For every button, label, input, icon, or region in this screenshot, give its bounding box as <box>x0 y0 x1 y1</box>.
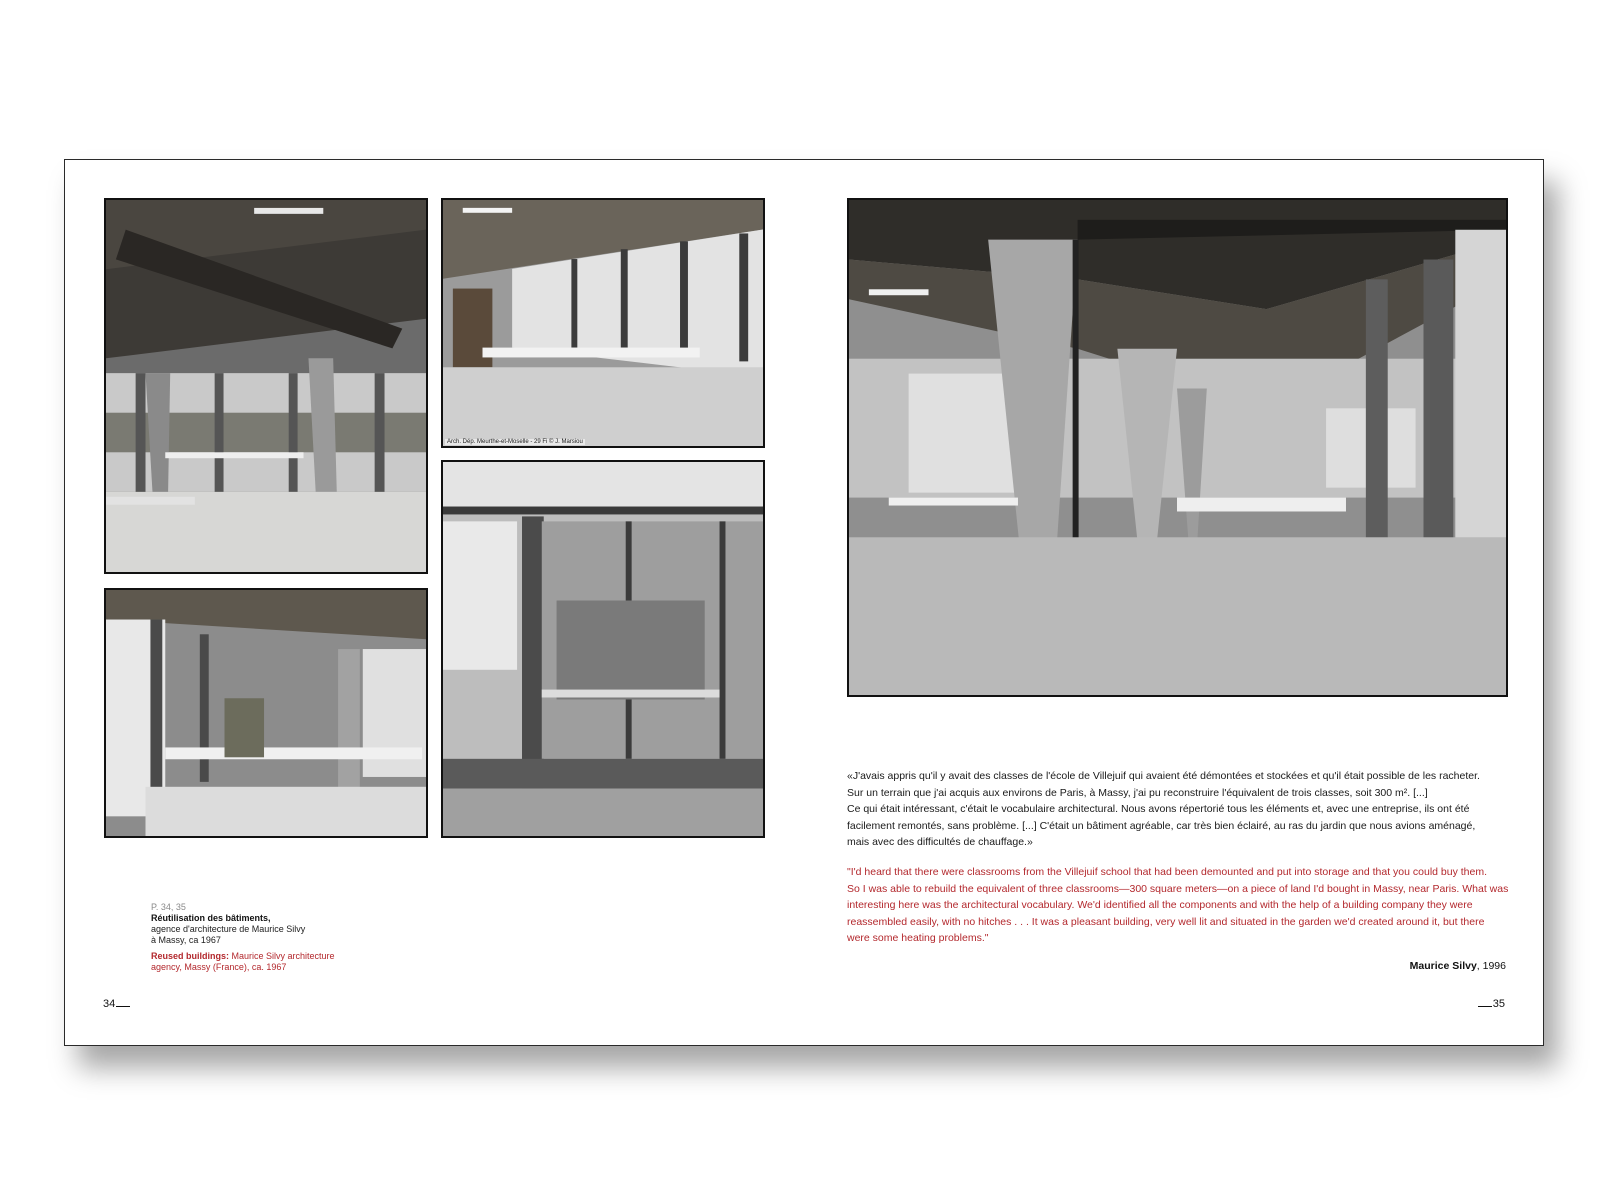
folio-rule <box>1478 1006 1492 1007</box>
quote-english <box>847 864 1509 947</box>
page-number-right <box>1477 998 1505 1010</box>
quote-line: So I was able to rebuild the equivalent of three classrooms—300 square meters—on a piece of land I'd bought in Massy, near Paris. What was <box>847 882 1509 895</box>
photo-caption <box>151 902 351 973</box>
photo-window-tree <box>441 460 765 838</box>
quote-french <box>847 768 1509 851</box>
page-number: 34 <box>103 998 116 1010</box>
quote-line: facilement remontés, sans problème. [...] C'était un bâtiment agréable, car très bien éclairé, au ras du jardin que nous avions aménagé, <box>847 819 1476 832</box>
page-number-left <box>103 998 131 1010</box>
photo-credit: Arch. Dép. Meurthe-et-Moselle - 29 Fi © J. Marsiou <box>447 439 583 445</box>
caption-en-line: agency, Massy (France), ca. 1967 <box>151 962 287 972</box>
quote-line: «J'avais appris qu'il y avait des classes de l'école de Villejuif qui avaient été démontées et stockées et qu'il était possible de les racheter. <box>847 770 1480 782</box>
folio-rule <box>116 1006 130 1007</box>
book-spread <box>64 159 1544 1046</box>
photo-drafting-studio <box>441 198 765 448</box>
caption-fr-line: à Massy, ca 1967 <box>151 935 221 945</box>
quote-line: reassembled easily, with no hitches . . . It was a pleasant building, very well lit and situated in the garden we'd created around it, but there <box>847 915 1485 928</box>
caption-fr-line: agence d'architecture de Maurice Silvy <box>151 924 306 934</box>
quote-line: Ce qui était intéressant, c'était le vocabulaire architectural. Nous avons répertorié tous les éléments et, avec une entreprise, ils ont été <box>847 803 1470 816</box>
page-number: 35 <box>1492 998 1505 1010</box>
quote-line: interesting here was the architectural vocabulary. We'd identified all the components and with the help of a building company they were <box>847 899 1473 912</box>
quote-line: mais avec des difficultés de chauffage.» <box>847 836 1033 849</box>
attribution-year: , 1996 <box>1476 960 1506 972</box>
quote-attribution <box>1410 960 1506 972</box>
photo-studio-lamps <box>104 588 428 838</box>
caption-en-title: Reused buildings: <box>151 951 230 961</box>
caption-en-line: Maurice Silvy architecture <box>229 951 335 961</box>
caption-fr-title: Réutilisation des bâtiments, <box>151 913 271 923</box>
attribution-name: Maurice Silvy <box>1409 960 1477 972</box>
photo-interior-columns <box>847 198 1508 697</box>
quote-line: were some heating problems." <box>847 932 989 945</box>
photo-interior-roof <box>104 198 428 574</box>
quote-line: Sur un terrain que j'ai acquis aux environs de Paris, à Massy, j'ai pu reconstruire l'équivalent de trois classes, soit 300 m². [...] <box>847 786 1428 799</box>
caption-en <box>151 951 351 962</box>
quote-line: "I'd heard that there were classrooms from the Villejuif school that had been demounted and put into storage and that you could buy them. <box>847 866 1488 878</box>
caption-page-ref: P. 34, 35 <box>151 902 186 912</box>
